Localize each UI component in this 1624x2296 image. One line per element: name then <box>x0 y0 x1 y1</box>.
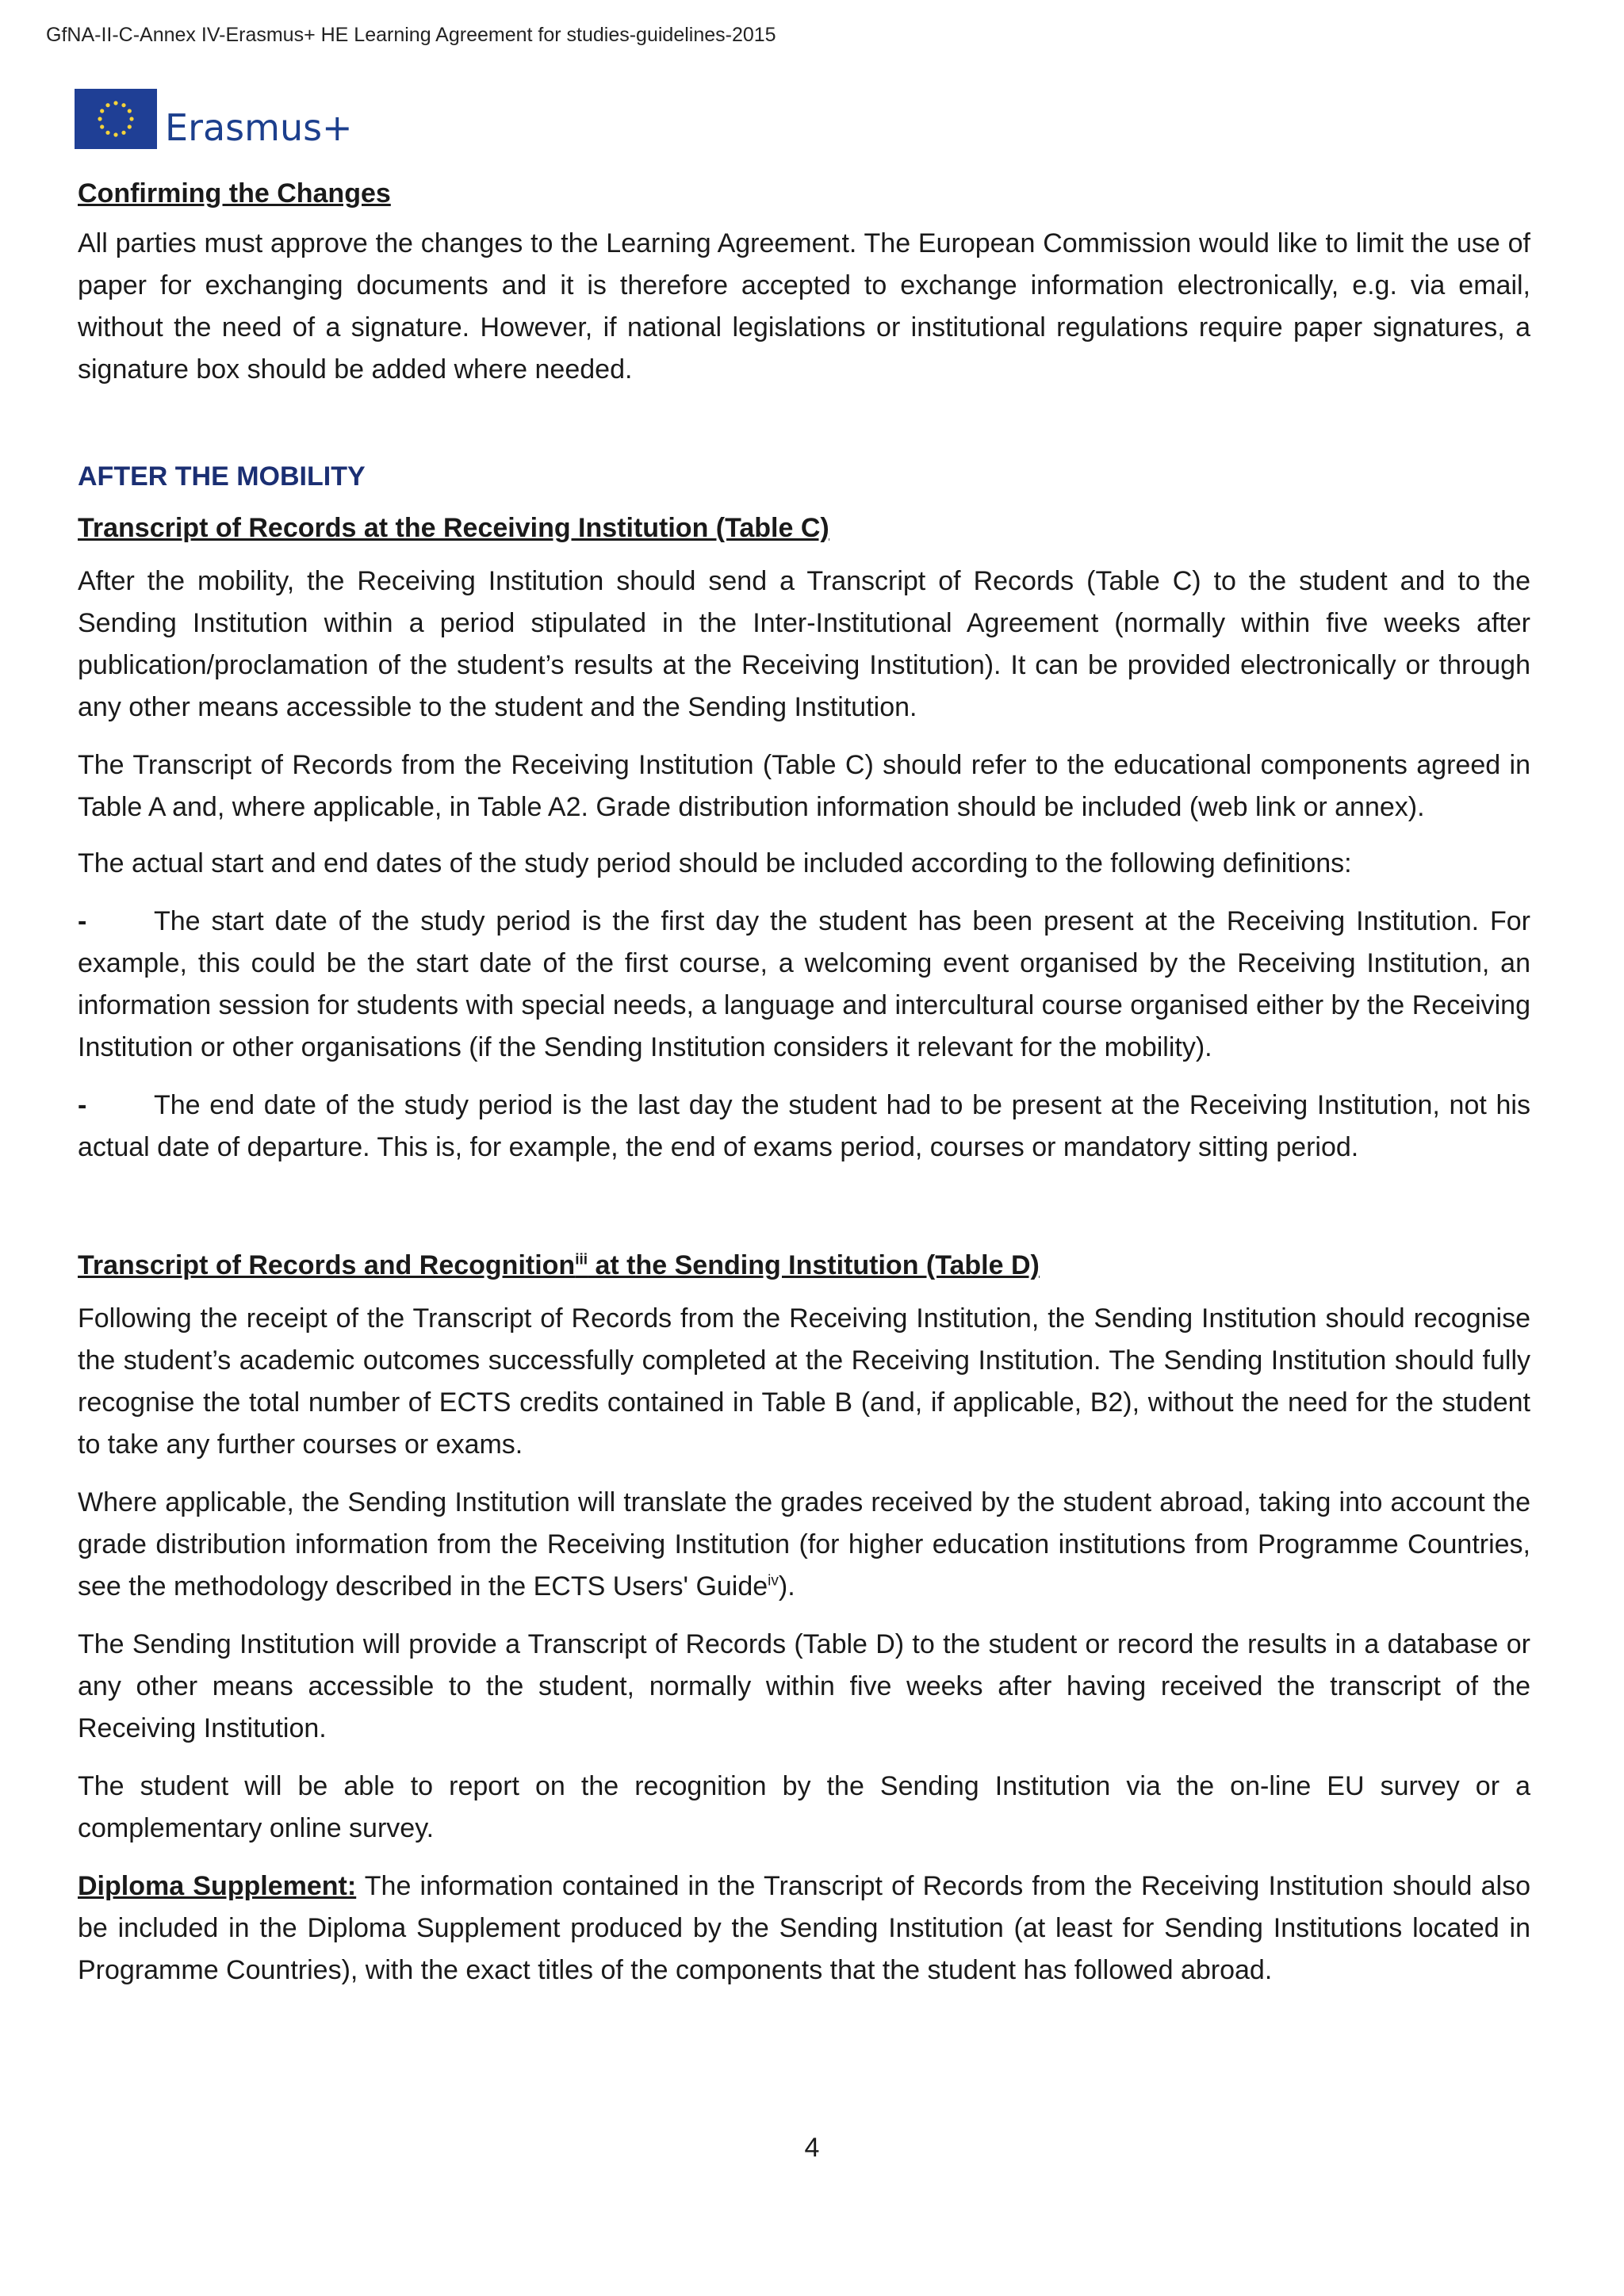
transcript-d-paragraph-4: The student will be able to report on the recognition by the Sending Institution via the on-line EU survey or a complementary online survey. <box>78 1771 1530 1843</box>
diploma-supplement-label: Diploma Supplement: <box>78 1871 357 1901</box>
erasmus-logo <box>75 86 353 149</box>
after-mobility-heading: AFTER THE MOBILITY <box>78 461 366 492</box>
eu-flag-icon <box>75 89 157 149</box>
page-content <box>78 173 1530 1992</box>
bullet-dash: - <box>78 1090 87 1120</box>
transcript-d-heading <box>78 1245 1530 1287</box>
transcript-d-paragraph-3: The Sending Institution will provide a Transcript of Records (Table D) to the student or record the results in a database or any other means accessible to the student, normally within five weeks after having received the transcript of the Receiving Institution. <box>78 1629 1530 1743</box>
logo-wordmark: Erasmus+ <box>165 106 353 149</box>
bullet-dash: - <box>78 906 87 936</box>
diploma-supplement-paragraph <box>78 1866 1530 1992</box>
transcript-c-paragraph-1: After the mobility, the Receiving Institution should send a Transcript of Records (Table C) to the student and to the Sending Institution within a period stipulated in the Inter-Institutional Agreement (normally within five weeks after publication/proclamation of the student’s results at the Receiving Institution). It can be provided electronically or through any other means accessible to the student and the Sending Institution. <box>78 566 1530 722</box>
transcript-c-heading: Transcript of Records at the Receiving Institution (Table C) <box>78 513 829 543</box>
confirming-changes-heading: Confirming the Changes <box>78 178 391 209</box>
transcript-d-paragraph-2-end: ). <box>778 1571 795 1601</box>
transcript-d-heading-part1: Transcript of Records and Recognition <box>78 1250 576 1280</box>
document-reference: GfNA-II-C-Annex IV-Erasmus+ HE Learning Agreement for studies-guidelines-2015 <box>46 24 776 46</box>
start-date-bullet <box>78 901 1530 1069</box>
footnote-marker: iii <box>575 1251 588 1269</box>
transcript-c-paragraph-2: The Transcript of Records from the Receiving Institution (Table C) should refer to the educational components agreed in Table A and, where applicable, in Table A2. Grade distribution information should be included (web link or annex). <box>78 750 1530 822</box>
diploma-supplement-text: The information contained in the Transcript of Records from the Receiving Institution should also be included in the Diploma Supplement produced by the Sending Institution (at least for Sending Institutions located in Programme Countries), with the exact titles of the components that the student has followed abroad. <box>78 1871 1530 1985</box>
transcript-d-paragraph-2-main: Where applicable, the Sending Institution will translate the grades received by the student abroad, taking into account the grade distribution information from the Receiving Institution (for higher education institutions from Programme Countries, see the methodology described in the ECTS Users' Guide <box>78 1487 1530 1601</box>
transcript-d-paragraph-2 <box>78 1482 1530 1608</box>
transcript-d-paragraph-1: Following the receipt of the Transcript of Records from the Receiving Institution, the Sending Institution should recognise the student’s academic outcomes successfully completed at the Receiving Institution. The Sending Institution should fully recognise the total number of ECTS credits contained in Table B (and, if applicable, B2), without the need for the student to take any further courses or exams. <box>78 1303 1530 1460</box>
transcript-d-heading-part2: at the Sending Institution (Table D) <box>588 1250 1040 1280</box>
confirming-changes-paragraph: All parties must approve the changes to the Learning Agreement. The European Commission would like to limit the use of paper for exchanging documents and it is therefore accepted to exchange information electronically, e.g. via email, without the need of a signature. However, if national legislations or institutional regulations require paper signatures, a signature box should be added where needed. <box>78 228 1530 385</box>
footnote-marker: iv <box>768 1572 779 1590</box>
end-date-bullet <box>78 1085 1530 1169</box>
end-date-text: The end date of the study period is the last day the student had to be present at the Receiving Institution, not his actual date of departure. This is, for example, the end of exams period, courses or mandatory sitting period. <box>78 1090 1530 1162</box>
transcript-c-paragraph-3: The actual start and end dates of the study period should be included according to the following definitions: <box>78 848 1352 878</box>
page-number: 4 <box>804 2133 820 2163</box>
start-date-text: The start date of the study period is the first day the student has been present at the Receiving Institution. For example, this could be the start date of the first course, a welcoming event organised by the Receiving Institution, an information session for students with special needs, a language and intercultural course organised either by the Receiving Institution or other organisations (if the Sending Institution considers it relevant for the mobility). <box>78 906 1530 1062</box>
